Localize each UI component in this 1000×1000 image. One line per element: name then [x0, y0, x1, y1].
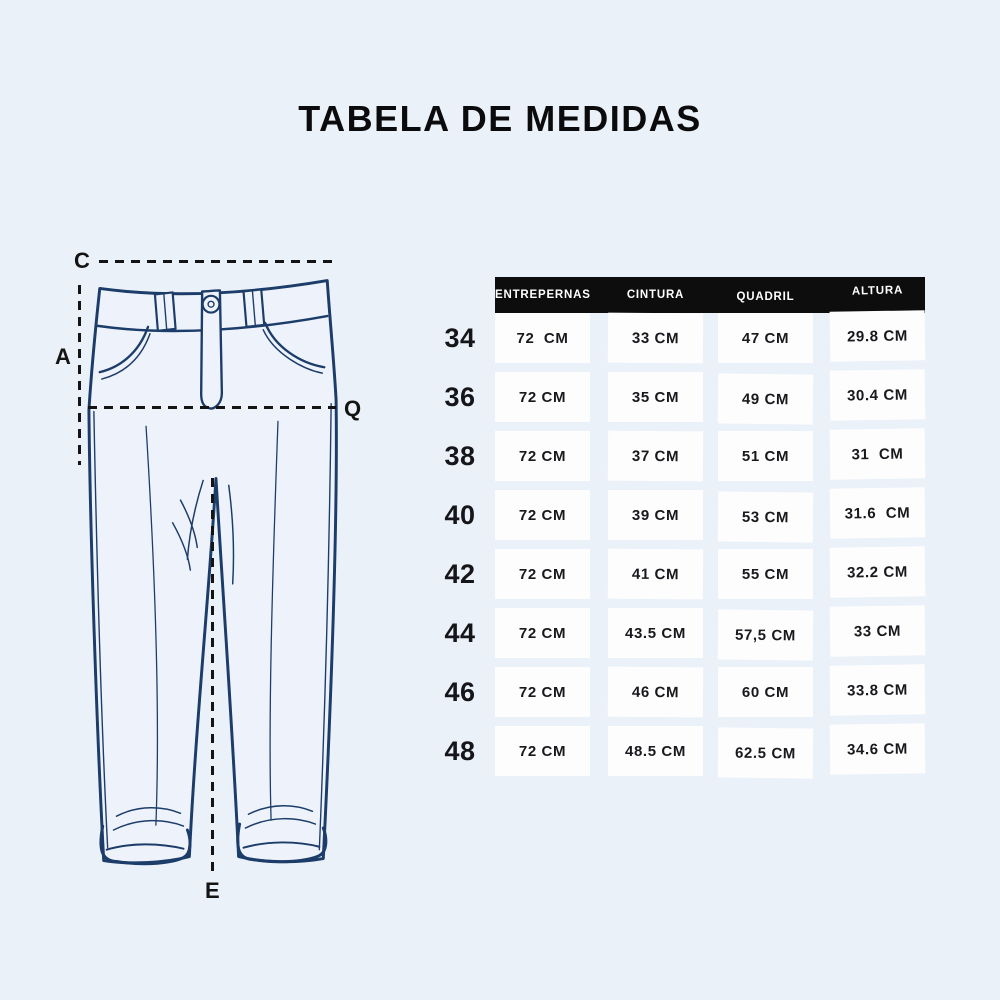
measurement-cell: 72 CM: [495, 726, 590, 776]
waist-measure-line: [99, 260, 337, 263]
measurement-cell: 72 CM: [495, 490, 590, 540]
measurement-cell: 31 CM: [830, 428, 926, 479]
table-row: [432, 372, 942, 422]
measurement-cell: 46 CM: [608, 667, 703, 718]
size-label: 42: [444, 559, 476, 589]
column-header-quadril: QUADRIL: [736, 291, 795, 303]
table-header: [495, 277, 925, 313]
measurement-cell: 60 CM: [718, 667, 813, 717]
measurement-cell: 33 CM: [830, 605, 926, 656]
measurement-cell: 37 CM: [608, 431, 703, 482]
measurement-cell: 39 CM: [608, 490, 703, 540]
measurement-cell: 29.8 CM: [830, 310, 926, 361]
measurement-cell: 72 CM: [495, 549, 590, 599]
measurement-cell: 31.6 CM: [830, 487, 926, 538]
hip-measure-line: [88, 406, 336, 409]
measurement-cell: 48.5 CM: [608, 726, 703, 776]
measurement-cell: 35 CM: [608, 372, 703, 422]
size-label: 44: [444, 618, 476, 648]
table-row: [432, 490, 942, 540]
measurement-cell: 62.5 CM: [718, 727, 814, 778]
measurement-cell: 72 CM: [495, 608, 590, 658]
measurement-cell: 72 CM: [495, 313, 590, 363]
measurement-cell: 72 CM: [495, 431, 590, 481]
table-row: [432, 313, 942, 363]
measure-label-e: E: [205, 878, 220, 903]
measurement-cell: 33 CM: [608, 313, 703, 364]
measurement-cell: 47 CM: [718, 313, 813, 363]
measurement-cell: 55 CM: [718, 549, 813, 599]
measure-label-q: Q: [344, 396, 362, 421]
size-label: 40: [444, 500, 476, 530]
size-label: 48: [444, 736, 476, 766]
table-row: [432, 667, 942, 717]
measurement-cell: 72 CM: [495, 372, 590, 422]
measurement-cell: 49 CM: [718, 373, 814, 424]
inseam-measure-line: [211, 478, 214, 874]
page-title: TABELA DE MEDIDAS: [298, 98, 702, 139]
measurement-cell: 51 CM: [718, 431, 813, 481]
size-label: 34: [444, 323, 476, 353]
rise-measure-line: [78, 285, 81, 465]
size-label: 38: [444, 441, 476, 471]
column-header-cintura: CINTURA: [626, 289, 685, 301]
measurement-cell: 72 CM: [495, 667, 590, 717]
measurement-cell: 34.6 CM: [830, 723, 926, 774]
pants-diagram: [0, 0, 420, 1000]
measurements-table: [432, 277, 942, 785]
table-row: [432, 726, 942, 776]
measure-label-c: C: [74, 248, 90, 273]
measurement-cell: 43.5 CM: [608, 608, 703, 658]
table-row: [432, 549, 942, 599]
measure-label-a: A: [55, 344, 71, 369]
measurement-cell: 57,5 CM: [718, 609, 814, 660]
size-label: 46: [444, 677, 476, 707]
size-label: 36: [444, 382, 476, 412]
measurement-cell: 53 CM: [718, 491, 814, 542]
column-header-entrepernas: ENTREPERNAS: [495, 289, 591, 301]
table-row: [432, 431, 942, 481]
column-header-altura: ALTURA: [851, 284, 904, 298]
measurement-cell: 41 CM: [608, 549, 703, 600]
measurement-cell: 33.8 CM: [830, 664, 926, 715]
table-row: [432, 608, 942, 658]
measurement-cell: 32.2 CM: [830, 546, 926, 597]
measurement-cell: 30.4 CM: [830, 369, 926, 420]
